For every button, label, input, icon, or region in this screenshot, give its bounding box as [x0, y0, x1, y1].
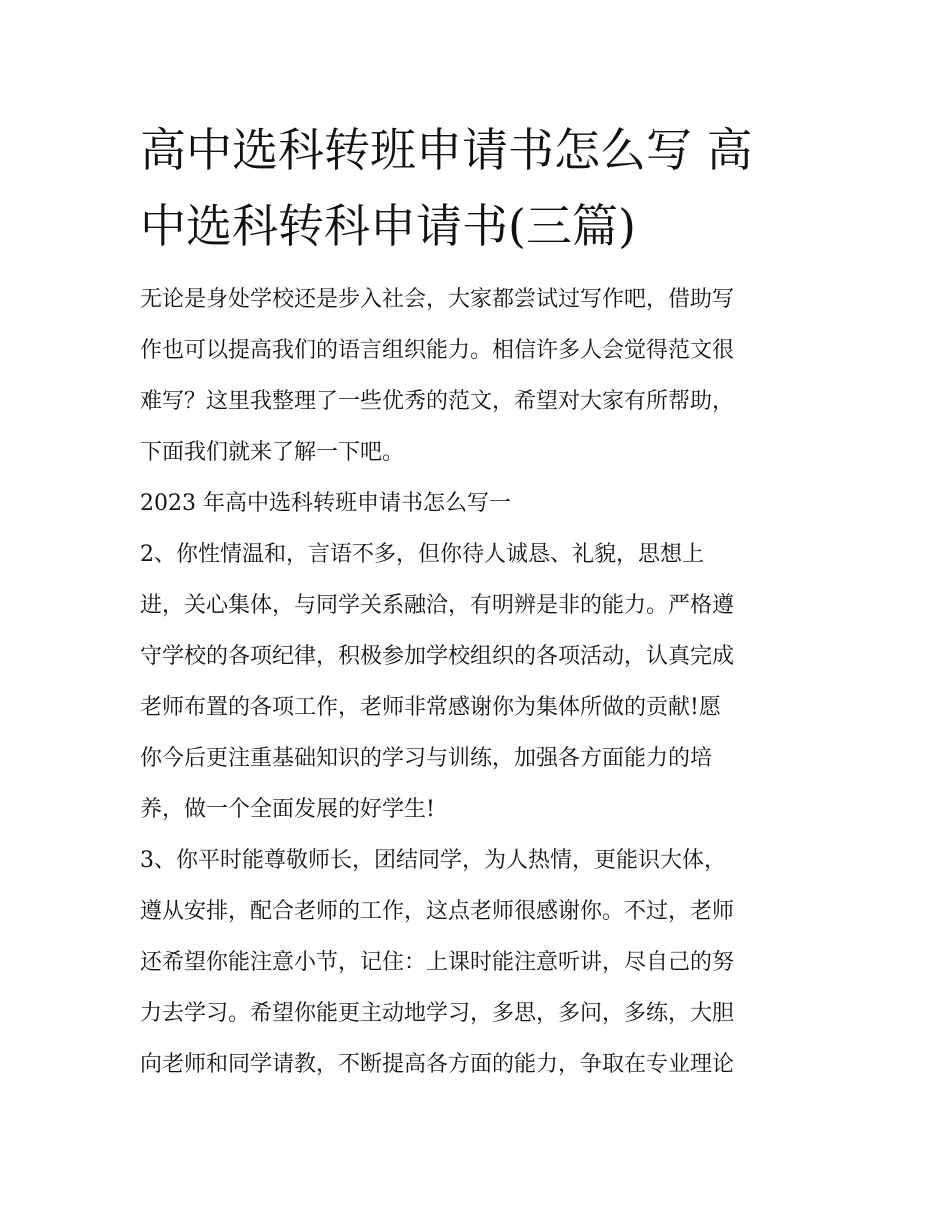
intro-line-3: 难写？这里我整理了一些优秀的范文，希望对大家有所帮助，	[140, 389, 735, 414]
paragraph-line: 遵从安排，配合老师的工作，这点老师很感谢你。不过，老师	[140, 899, 735, 924]
paragraph-line: 你今后更注重基础知识的学习与训练，加强各方面能力的培	[140, 746, 713, 771]
paragraph-line: 养，做一个全面发展的好学生!	[140, 797, 435, 822]
paragraph-line: 2、你性情温和，言语不多，但你待人诚恳、礼貌，思想上	[140, 542, 704, 567]
intro-line-2: 作也可以提高我们的语言组织能力。相信许多人会觉得范文很	[140, 338, 735, 363]
paragraph-line: 守学校的各项纪律，积极参加学校组织的各项活动，认真完成	[140, 644, 735, 669]
paragraph-line: 进，关心集体，与同学关系融洽，有明辨是非的能力。严格遵	[140, 593, 735, 618]
paragraph-line: 还希望你能注意小节，记住：上课时能注意听讲，尽自己的努	[140, 950, 735, 975]
paragraph-line: 向老师和同学请教，不断提高各方面的能力，争取在专业理论	[140, 1052, 735, 1077]
intro-line-1: 无论是身处学校还是步入社会，大家都尝试过写作吧，借助写	[140, 287, 735, 312]
paragraph-line: 老师布置的各项工作，老师非常感谢你为集体所做的贡献!愿	[140, 695, 721, 720]
document-title-line-2: 中选科转科申请书(三篇)	[140, 199, 636, 253]
document-title-line-1: 高中选科转班申请书怎么写 高	[140, 123, 753, 177]
paragraph-line: 力去学习。希望你能更主动地学习，多思，多问，多练，大胆	[140, 1001, 735, 1026]
intro-line-4: 下面我们就来了解一下吧。	[140, 440, 405, 465]
section-heading: 2023 年高中选科转班申请书怎么写一	[140, 491, 511, 516]
paragraph-line: 3、你平时能尊敬师长，团结同学，为人热情，更能识大体，	[140, 848, 726, 873]
